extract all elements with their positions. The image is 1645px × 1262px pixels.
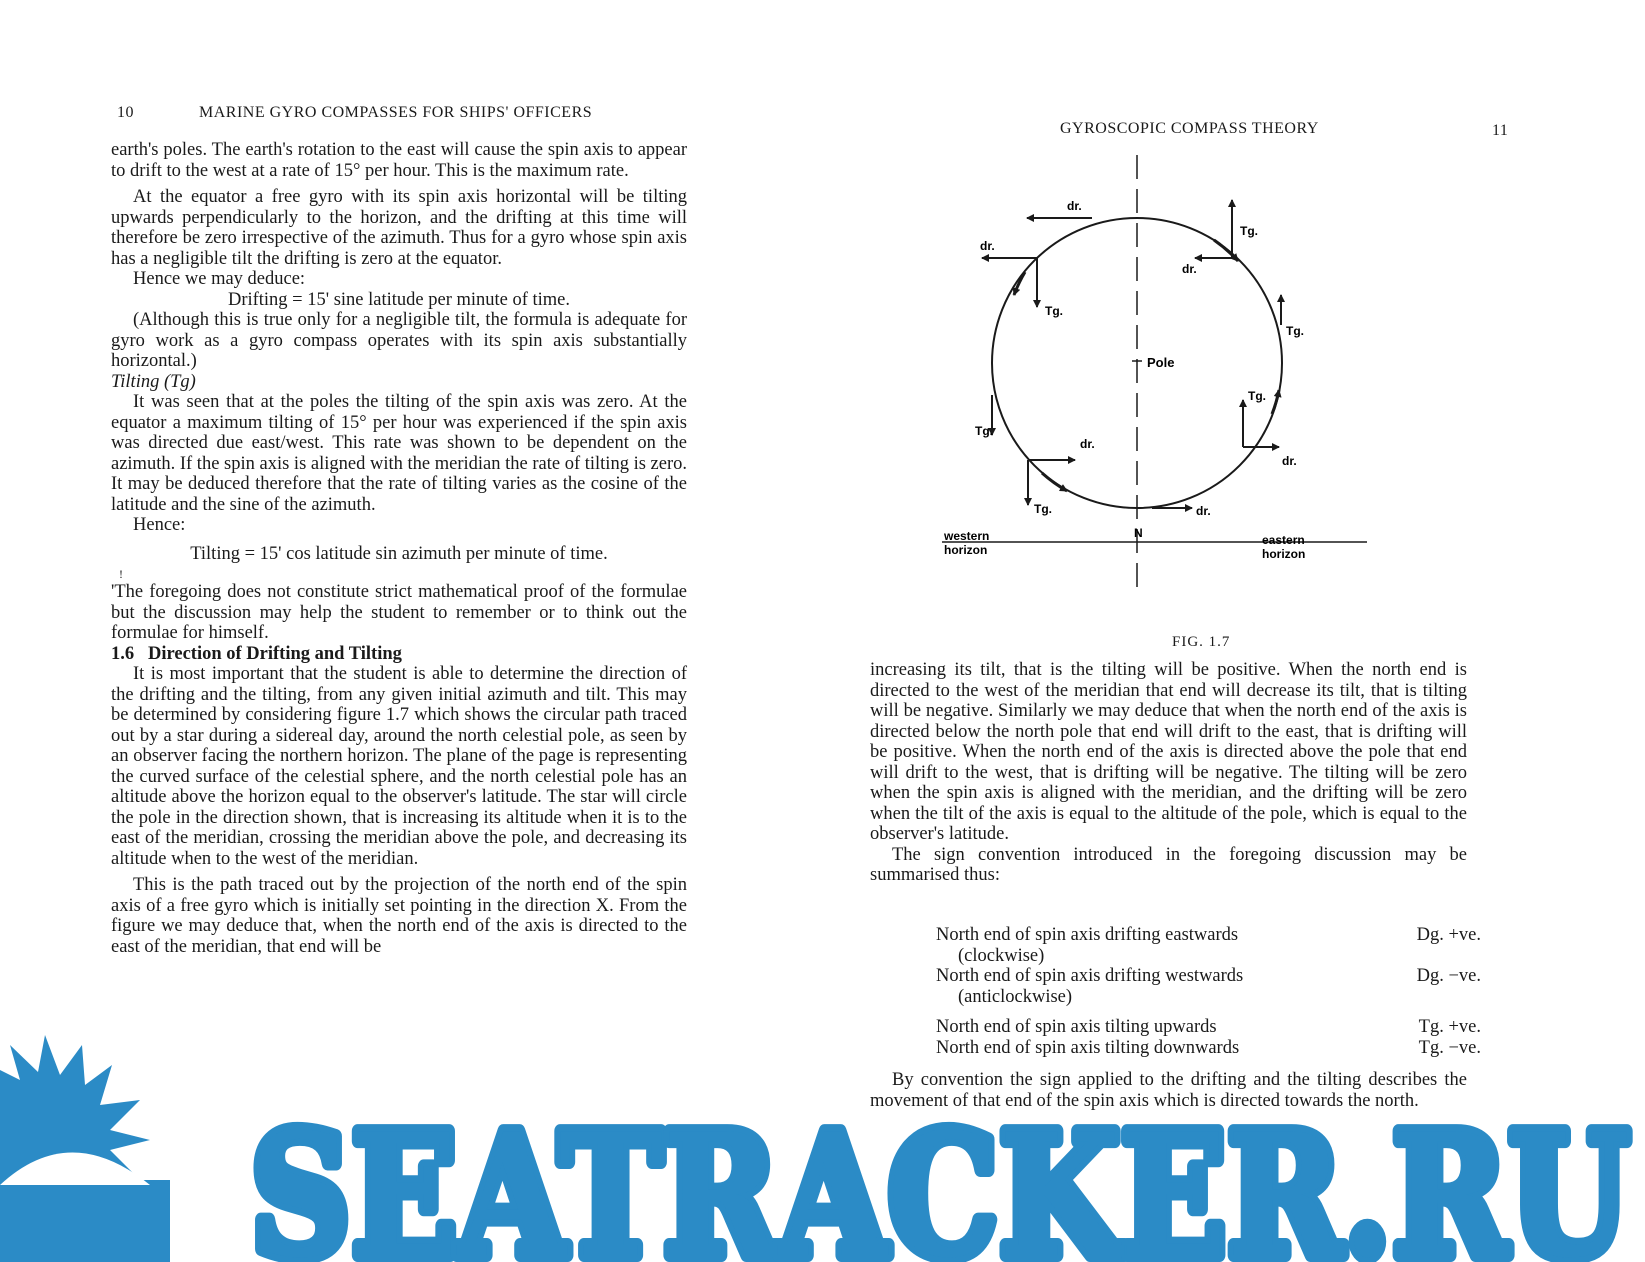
rule-text: North end of spin axis tilting upwards <box>936 1017 1217 1037</box>
section-title: Direction of Drifting and Tilting <box>148 643 402 664</box>
tg-label: Tg. <box>1248 389 1266 403</box>
paragraph-although: (Although this is true only for a negligible tilt, the formula is adequate for gyro work as a gyro compass operates with its spin axis substantially horizontal.) <box>111 310 687 371</box>
circle-direction-arrow <box>1042 473 1067 491</box>
tg-label: Tg. <box>1034 502 1052 516</box>
rule-text: North end of spin axis drifting westwards <box>936 966 1244 986</box>
dr-label: dr. <box>980 239 995 253</box>
dr-label: dr. <box>1182 262 1197 276</box>
tg-label: Tg. <box>975 424 993 438</box>
running-title-left: MARINE GYRO COMPASSES FOR SHIPS' OFFICERS <box>199 104 593 121</box>
paragraph-sign-convention: The sign convention introduced in the foregoing discussion may be summarised thus: <box>870 844 1467 885</box>
pole-label: Pole <box>1147 355 1175 370</box>
page-number-left: 10 <box>117 104 134 121</box>
dr-label: dr. <box>1282 454 1297 468</box>
rule-sub: (clockwise) <box>958 945 1045 966</box>
figure-1-7 <box>942 155 1382 625</box>
page-number-right: 11 <box>1492 122 1509 139</box>
hence-deduce: Hence we may deduce: <box>133 269 306 289</box>
dr-label: dr. <box>1196 504 1211 518</box>
paragraph-increasing: increasing its tilt, that is the tilting will be positive. When the north end is directed to the west of the meridian that end will decrease its tilt, that is tilting will be negative. Similarly we may deduce that when the north end of the axis is directed below the north pole that end will drift to the east, that is drifting will be positive. When the north end of the axis is directed above the pole that end will drift to the west, that is drifting will be negative. The tilting will be zero when the spin axis is aligned with the meridian, and the drifting will be zero when the tilt of the axis is equal to the altitude of the pole, which is equal to the observer's latitude. <box>870 660 1467 844</box>
rule-text: North end of spin axis drifting eastwards <box>936 925 1239 945</box>
sunburst-logo-icon <box>0 1035 170 1262</box>
tg-label: Tg. <box>1240 224 1258 238</box>
section-heading <box>111 644 687 665</box>
rule-sign: Tg. +ve. <box>1418 1017 1481 1037</box>
eastern-horizon-label: horizon <box>1262 547 1306 561</box>
paragraph-foregoing: 'The foregoing does not constitute strict mathematical proof of the formulae but the discussion may help the student to remember or to think out the formulae for himself. <box>111 582 687 643</box>
formula-drifting: Drifting = 15' sine latitude per minute of time. <box>227 289 571 310</box>
eastern-label: eastern <box>1262 533 1305 547</box>
hence-label: Hence: <box>133 515 186 535</box>
tg-label: Tg. <box>1045 304 1063 318</box>
paragraph-important: It is most important that the student is able to determine the direction of the drifting and the tilting, from any given initial azimuth and tilt. This may be determined by considering figure 1.7 which shows the circular path traced out by a star during a sidereal day, around the north celestial pole, as seen by an observer facing the northern horizon. The plane of the page is representing the curved surface of the celestial sphere, and the north celestial pole has an altitude above the horizon equal to the observer's latitude. The star will circle the pole in the direction shown, that is increasing its altitude when it is to the east of the meridian, crossing the meridian above the pole, and decreasing its altitude when to the west of the meridian. <box>111 664 687 869</box>
stray-mark: ! <box>119 567 123 581</box>
watermark-text: SEATRACKER.RU <box>250 1096 1630 1262</box>
dr-label: dr. <box>1080 437 1095 451</box>
paragraph-tilting: It was seen that at the poles the tilting of the spin axis was zero. At the equator a maximum tilting of 15° per hour was experienced if the spin axis was directed due east/west. This rate was shown to be dependent on the azimuth. If the spin axis is aligned with the meridian the rate of tilting is zero. It may be deduced therefore that the rate of tilting varies as the cosine of the latitude and the sine of the azimuth. <box>111 392 687 515</box>
rule-sign: Dg. −ve. <box>1416 966 1481 986</box>
watermark-text-outline: SEATRACKER.RU <box>250 1096 1630 1262</box>
tilting-heading: Tilting (Tg) <box>111 371 196 392</box>
tg-label: Tg. <box>1286 324 1304 338</box>
rule-sign: Dg. +ve. <box>1416 925 1481 945</box>
formula-tilting: Tilting = 15' cos latitude sin azimuth per minute of time. <box>190 543 608 564</box>
rule-sub: (anticlockwise) <box>958 986 1073 1007</box>
right-column <box>870 660 1467 886</box>
rule-text: North end of spin axis tilting downwards <box>936 1037 1240 1058</box>
paragraph-path: This is the path traced out by the projection of the north end of the spin axis of a free gyro which is initially set pointing in the direction X. From the figure we may deduce that, when the north end of the axis is directed to the east of the meridian, that end will be <box>111 875 687 957</box>
section-number: 1.6 <box>111 643 135 664</box>
rule-row <box>936 966 1481 1007</box>
western-label: western <box>944 529 990 543</box>
left-column <box>111 140 687 957</box>
paragraph-continuation: earth's poles. The earth's rotation to the east will cause the spin axis to appear to drift to the west at a rate of 15° per hour. This is the maximum rate. <box>111 140 687 181</box>
north-label: N <box>1134 526 1143 540</box>
circle-direction-arrow <box>1272 390 1279 414</box>
paragraph-equator: At the equator a free gyro with its spin axis horizontal will be tilting upwards perpendicularly to the horizon, and the drifting at this time will therefore be zero irrespective of the azimuth. Thus for a gyro whose spin axis has a negligible tilt the drifting is zero at the equator. <box>111 187 687 269</box>
paragraph-convention: By convention the sign applied to the drifting and the tilting describes the movement of that end of the spin axis which is directed towards the north. <box>870 1070 1467 1111</box>
rule-row <box>936 925 1481 966</box>
figure-caption: FIG. 1.7 <box>1172 634 1231 650</box>
rule-sign: Tg. −ve. <box>1418 1037 1481 1058</box>
watermark <box>0 1010 1645 1262</box>
western-horizon-label: horizon <box>944 543 988 557</box>
dr-label: dr. <box>1067 199 1082 213</box>
running-title-right: GYROSCOPIC COMPASS THEORY <box>1060 120 1319 137</box>
